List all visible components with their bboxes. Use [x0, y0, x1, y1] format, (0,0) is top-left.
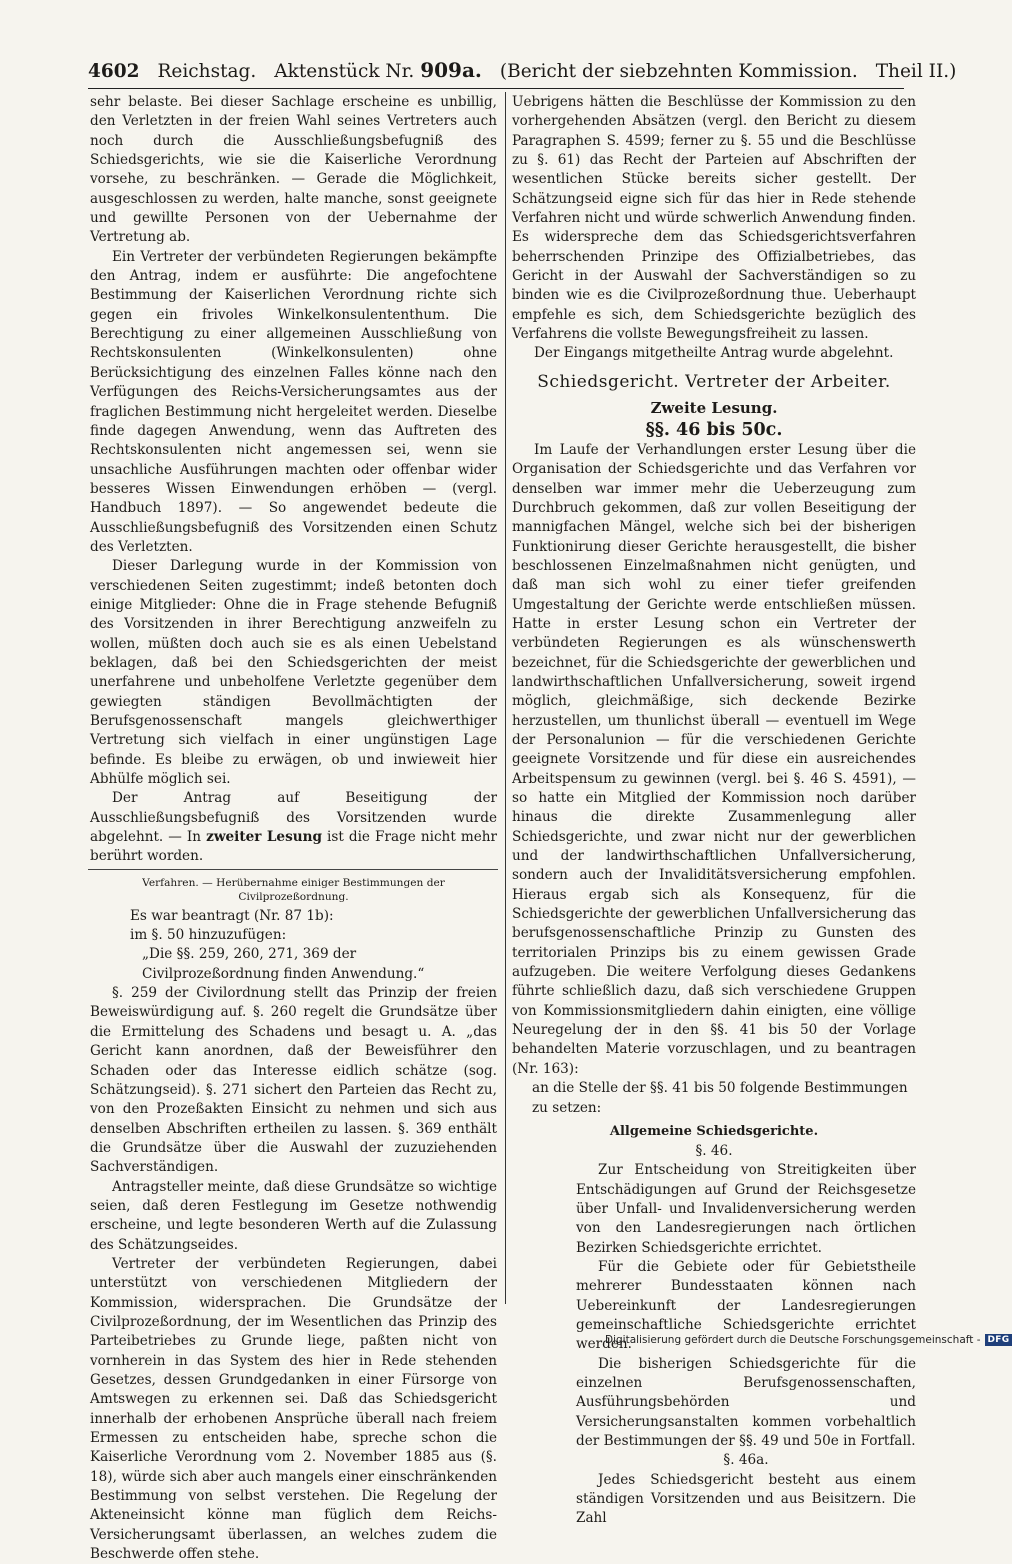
paragraph-46-mark: §. 46. — [695, 1142, 733, 1159]
section-paragraph-range: §§. 46 bis 50c. — [645, 419, 783, 440]
left-paragraph-6: im §. 50 hinzuzufügen: — [130, 927, 287, 944]
paragraph-46a-mark: §. 46a. — [723, 1452, 769, 1469]
right-paragraph-7: Die bisherigen Schiedsgerichte für die einzelnen Berufsgenossenschaften, Ausführungsbehörden und Versicherungsanstalten kommen vorbehaltlich der Bestimmungen der §§. 49 und 50e in Fortfall. — [576, 1355, 916, 1449]
header-akten-label: Aktenstück Nr. 909a. — [274, 58, 482, 82]
zweiter-lesung-emphasis: zweiter Lesung — [206, 829, 323, 846]
left-paragraph-4: Der Antrag auf Beseitigung der Ausschließungsbefugniß des Vorsitzenden wurde abgelehnt. — In zweiter Lesung ist die Frage nicht mehr berührt worden. — [90, 790, 498, 865]
left-column — [90, 93, 497, 1564]
right-paragraph-3: Im Laufe der Verhandlungen erster Lesung über die Organisation der Schiedsgerichte und das Verfahren vor denselben war immer mehr die Ueberzeugung zum Durchbruch gekommen, daß zur vollen Beseitigung der mannigfachen Mängel, welche sich bei der bisherigen Funktionirung dieser Gerichte herausgestellt, die bisher beschlossenen Einzelmaßnahmen nicht genügten, und daß man sich wohl zu einer tiefer greifenden Umgestaltung der Gerichte werde entschließen müssen. Hatte in erster Lesung schon ein Vertreter der verbündeten Regierungen es als wünschenswerth bezeichnet, für die Schiedsgerichte der gewerblichen und landwirthschaftlichen Unfallversicherung, soweit irgend möglich, gleichmäßige, sich deckende Bezirke herzustellen, um thunlichst überall — eventuell im Wege der Personalunion — für die verschiedenen Gerichte geeignete Vorsitzende und für diese ein ausreichendes Arbeitspensum zu gewinnen (vergl. bei §. 46 S. 4591), — so hatte ein Mitglied der Kommission noch darüber hinaus die direkte Zusammenlegung aller Schiedsgerichte, und zwar nicht nur der gewerblichen und der landwirthschaftlichen Unfallversicherung, sondern auch der Invaliditätsversicherung empfohlen. Hieraus ergab sich als Konsequenz, für die Schiedsgerichte der gewerblichen Unfallversicherung das berufsgenossenschaftliche Prinzip zu Gunsten des territorialen Prinzips bis zu einem gewissen Grade aufzugeben. Die weitere Verfolgung dieses Gedankens führte schließlich dazu, daß sich verschiedene Gruppen von Kommissionsmitgliedern dahin einigten, eine völlige Neuregelung der in den §§. 41 bis 50 der Vorlage behandelten Materie vorzuschlagen, und zu beantragen (Nr. 163): — [512, 441, 916, 1077]
left-paragraph-1: sehr belaste. Bei dieser Sachlage erscheine es unbillig, den Verletzten in der freien Wahl seines Vertreters auch noch durch die Ausschließungsbefugniß des Schiedsgerichts, wie sie die Kaiserliche Verordnung vorsehe, zu beschränken. — Gerade die Möglichkeit, ausgeschlossen zu werden, halte manche, sonst geeignete und gewillte Personen von der Uebernahme der Vertretung ab. — [90, 94, 497, 246]
digitization-footer — [605, 1331, 1012, 1349]
header-akten-number: 909a. — [420, 58, 482, 82]
right-paragraph-2: Der Eingangs mitgetheilte Antrag wurde abgelehnt. — [534, 345, 894, 362]
sub-heading: Allgemeine Schiedsgerichte. — [609, 1123, 819, 1139]
left-paragraph-7: §. 259 der Civilordnung stellt das Prinzip der freien Beweiswürdigung auf. §. 260 regelt die Grundsätze über die Ermittelung des Schadens und besagt u. A. „das Gericht kann anordnen, daß der Beweisführer den Schaden oder das Interesse eidlich schätze (sog. Schätzungseid). §. 271 sichert den Parteien das Recht zu, von den Prozeßakten Einsicht zu nehmen und sich aus denselben Abschriften ertheilen zu lassen. §. 369 enthält die Grundsätze über die Auswahl der zuzuziehenden Sachverständigen. — [90, 985, 497, 1176]
page-number: 4602 — [88, 61, 140, 82]
right-paragraph-4: an die Stelle der §§. 41 bis 50 folgende Bestimmungen zu setzen: — [532, 1080, 908, 1116]
header-rule — [88, 88, 904, 89]
dfg-logo: DFG — [985, 1334, 1012, 1346]
footer-text: Digitalisierung gefördert durch die Deutsche Forschungsgemeinschaft - — [605, 1334, 981, 1346]
left-paragraph-3: Dieser Darlegung wurde in der Kommission von verschiedenen Seiten zugestimmt; indeß betonten doch einige Mitglieder: Ohne die in Frage stehende Befugniß des Vorsitzenden in ihrer Berechtigung anzweifeln zu wollen, müßten doch auch sie es als einen Uebelstand beklagen, daß bei den Schiedsgerichten der meist unerfahrene und unbeholfene Verletzte gegenüber dem gewiegten ständigen Bevollmächtigten der Berufsgenossenschaft mangels gleichwerthiger Vertretung sich vielfach in einer ungünstigen Lage befinde. Es bleibe zu erwägen, ob und inwieweit hier Abhülfe möglich sei. — [90, 558, 497, 788]
right-paragraph-8: Jedes Schiedsgericht besteht aus einem ständigen Vorsitzenden und aus Beisitzern. Die Zahl — [576, 1471, 916, 1527]
column-divider — [505, 92, 506, 1304]
right-paragraph-6: Für die Gebiete oder für Gebietstheile mehrerer Bundesstaaten können nach Uebereinkunft der Landesregierungen gemeinschaftliche Schiedsgerichte errichtet werden. — [576, 1258, 916, 1353]
section-separator — [88, 869, 498, 870]
right-column — [512, 93, 916, 1529]
amendment-quote: „Die §§. 259, 260, 271, 369 der Civilprozeßordnung finden Anwendung.“ — [142, 946, 425, 982]
right-paragraph-1: Uebrigens hätten die Beschlüsse der Kommission zu den vorhergehenden Absätzen (vergl. den Bericht zu diesem Paragraphen S. 4599; ferner zu §. 55 und die Beschlüsse zu §. 61) das Recht der Parteien auf Abschriften der wesentlichen Stücke bereits sicher gestellt. Der Schätzungseid eigne sich für das hier in Rede stehende Verfahren nicht und würde schwerlich Anwendung finden. Es widerspreche dem das Schiedsgerichtsverfahren beherrschenden Prinzipe des Offizialbetriebes, das Gericht in der Auswahl der Sachverständigen so zu binden wie es die Civilprozeßordnung thue. Ueberhaupt empfehle es sich, dem Schiedsgerichte bezüglich des Verfahrens die vollste Bewegungsfreiheit zu lassen. — [512, 94, 916, 343]
left-paragraph-9: Vertreter der verbündeten Regierungen, dabei unterstützt von verschiedenen Mitgliedern der Kommission, widersprachen. Die Grundsätze der Civilprozeßordnung, der im Wesentlichen das Prinzip des Parteibetriebes zu Grunde liege, paßten nicht von vornherein in das System des hier in Rede stehenden Gesetzes, dessen Grundgedanken in einer Fürsorge von Amtswegen zu erkennen sei. Daß das Schiedsgericht innerhalb der erhobenen Ansprüche überall nach freiem Ermessen zu entscheiden habe, spreche schon die Kaiserliche Verordnung vom 2. November 1885 aus (§. 18), würde sich aber auch mangels einer einschränkenden Bestimmung von selbst verstehen. Die Regelung der Akteneinsicht könne man füglich dem Reichs-Versicherungsamt überlassen, an welches zudem die Beschwerde offen stehe. — [90, 1255, 497, 1563]
left-paragraph-2: Ein Vertreter der verbündeten Regierungen bekämpfte den Antrag, indem er ausführte: Die angefochtene Bestimmung der Kaiserlichen Verordnung richte sich gegen ein frivoles Winkelkonsulententhum. Die Berechtigung zu einer allgemeinen Ausschließung von Rechtskonsulenten (Winkelkonsulenten) ohne Berücksichtigung des einzelnen Falles könne nach den Verfügungen des Reichs-Versicherungsamtes aus der fraglichen Bestimmung nicht hergeleitet werden. Dieselbe finde dagegen Anwendung, wenn das Auftreten des Rechtskonsulenten nicht angemessen sei, wenn sie unsachliche Ausführungen machten oder offenbar wider besseres Wissen Einwendungen erhöben — (vergl. Handbuch 1897). — So angewendet bedeute die Ausschließungsbefugniß des Vorsitzenden einen Schutz des Verletzten. — [90, 248, 497, 555]
section-subtitle: Zweite Lesung. — [650, 398, 778, 417]
left-paragraph-5: Es war beantragt (Nr. 87 1b): — [130, 907, 334, 924]
left-paragraph-8: Antragsteller meinte, daß diese Grundsätze so wichtige seien, daß deren Festlegung im Gesetze nothwendig erscheine, und legte besonderen Werth auf die Zulassung des Schätzungseides. — [90, 1178, 497, 1253]
procedure-title: Verfahren. — Herübernahme einiger Bestimmungen der Civilprozeßordnung. — [142, 876, 445, 903]
header-subtitle: (Bericht der siebzehnten Kommission. — [499, 61, 858, 82]
header-part: Theil II.) — [875, 61, 957, 82]
page-header — [88, 58, 957, 88]
section-title: Schiedsgericht. Vertreter der Arbeiter. — [537, 371, 891, 392]
right-paragraph-5: Zur Entscheidung von Streitigkeiten über Entschädigungen auf Grund der Reichsgesetze über Unfall- und Invalidenversicherung werden von den Landesregierungen nach örtlichen Bezirken Schiedsgerichte errichtet. — [576, 1162, 916, 1256]
header-title: Reichstag. — [157, 61, 257, 82]
